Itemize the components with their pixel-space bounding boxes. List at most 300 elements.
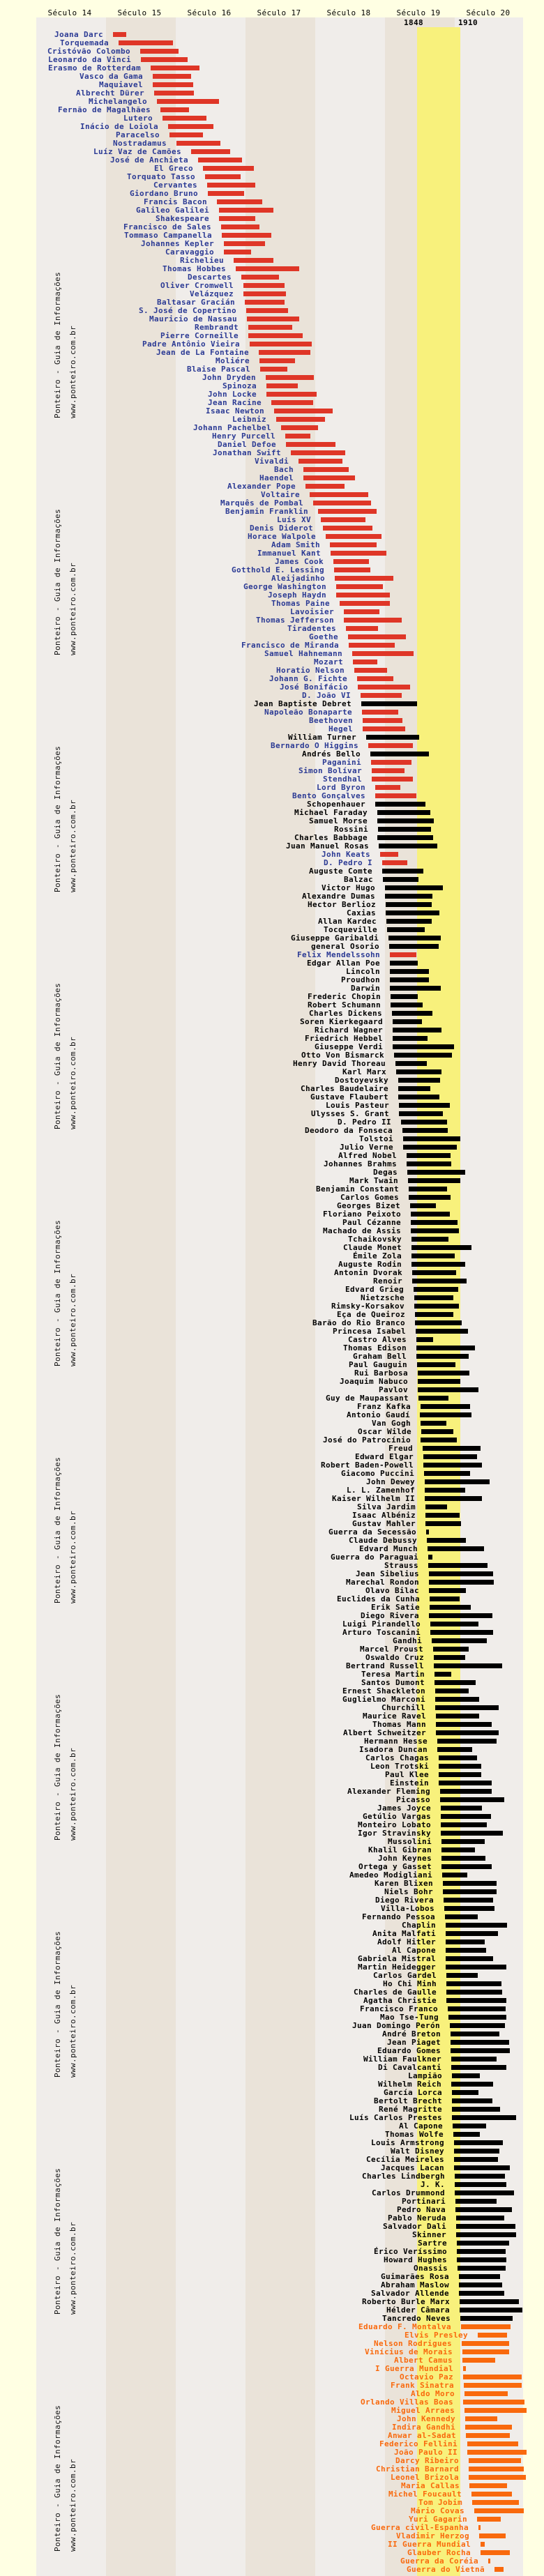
lifespan-bar	[455, 2174, 505, 2179]
lifespan-bar	[414, 1295, 453, 1300]
lifespan-bar	[385, 894, 432, 899]
lifespan-bar	[446, 1965, 506, 1969]
person-label: James Joyce	[377, 1804, 431, 1813]
lifespan-bar	[415, 1320, 462, 1325]
person-label: Simon Bolívar	[298, 766, 362, 775]
lifespan-bar	[203, 166, 254, 171]
person-label: Ortega y Gasset	[358, 1862, 432, 1871]
person-label: Vivaldi	[254, 457, 289, 466]
person-label: Picasso	[395, 1795, 430, 1804]
person-label: Johann G. Fichte	[269, 674, 347, 683]
lifespan-bar	[423, 1454, 477, 1459]
lifespan-bar	[321, 517, 365, 522]
person-label: Benjamin Franklin	[225, 507, 308, 516]
lifespan-bar	[388, 936, 441, 940]
lifespan-bar	[393, 1044, 454, 1049]
person-label: Barão do Rio Branco	[312, 1318, 405, 1327]
person-label: Onassis	[413, 2264, 448, 2273]
lifespan-bar	[266, 375, 314, 380]
lifespan-bar	[469, 2475, 526, 2480]
person-label: Elvis Presley	[404, 2331, 468, 2340]
lifespan-bar	[435, 1672, 451, 1677]
lifespan-bar	[436, 1722, 492, 1727]
lifespan-bar	[421, 1438, 457, 1442]
century-label: Século 14	[47, 8, 92, 17]
lifespan-bar	[393, 1036, 428, 1041]
person-label: general Osorio	[310, 942, 379, 951]
lifespan-bar	[363, 726, 405, 731]
lifespan-bar	[430, 1622, 478, 1626]
person-label: Churchill	[381, 1703, 425, 1712]
watermark-url-text: www.ponteiro.com.br	[68, 1510, 77, 1603]
person-label: Walt Disney	[390, 2147, 444, 2156]
person-label: Georges Bizet	[336, 1201, 400, 1210]
person-label: John Dryden	[202, 373, 256, 382]
person-label: Oswaldo Cruz	[365, 1653, 424, 1662]
lifespan-bar	[222, 233, 271, 238]
lifespan-bar	[412, 1270, 456, 1275]
person-label: Gustav Mahler	[352, 1519, 416, 1528]
lifespan-bar	[466, 2433, 510, 2438]
lifespan-bar	[453, 2132, 480, 2137]
lifespan-bar	[425, 1496, 482, 1501]
lifespan-bar	[455, 2207, 512, 2212]
lifespan-bar	[113, 32, 126, 37]
person-label: D. João VI	[301, 691, 351, 700]
person-label: Rossini	[333, 825, 368, 834]
lifespan-bar	[462, 2358, 495, 2363]
lifespan-bar	[411, 1228, 459, 1233]
person-label: Richelieu	[179, 256, 224, 265]
person-label: Niels Bohr	[384, 1887, 433, 1896]
person-label: Charles de Gaulle	[353, 1988, 437, 1997]
person-label: Darwin	[350, 984, 380, 993]
lifespan-bar	[361, 693, 402, 698]
person-label: Carlos Gomes	[340, 1193, 399, 1202]
lifespan-bar	[271, 400, 313, 405]
lifespan-bar	[391, 1003, 423, 1007]
person-label: Thomas Jefferson	[255, 616, 334, 625]
person-label: Henry David Thoreau	[292, 1059, 386, 1068]
person-label: Diego Rivera	[360, 1611, 419, 1620]
person-label: Bertolt Brecht	[373, 2096, 442, 2105]
lifespan-bar	[346, 626, 378, 631]
lifespan-bar	[423, 1463, 482, 1468]
lifespan-bar	[340, 601, 390, 606]
person-label: Salvador Allende	[370, 2289, 449, 2298]
lifespan-bar	[163, 116, 206, 121]
person-label: Henry Purcell	[211, 432, 275, 441]
person-label: Giacomo Puccini	[340, 1469, 414, 1478]
lifespan-bar	[461, 2324, 511, 2329]
lifespan-bar	[375, 793, 416, 798]
lifespan-bar	[153, 82, 193, 87]
lifespan-bar	[477, 2517, 501, 2522]
lifespan-bar	[208, 191, 244, 196]
person-label: Silva Jardim	[356, 1502, 416, 1511]
lifespan-bar	[441, 1806, 482, 1811]
person-label: Jacques Lacan	[380, 2163, 444, 2172]
lifespan-bar	[467, 2450, 527, 2455]
person-label: Guglielmo Marconi	[342, 1695, 425, 1704]
person-label: Rembrandt	[194, 323, 239, 332]
person-label: Castro Alves	[347, 1335, 407, 1344]
band-start-year-label: 1848	[403, 18, 423, 27]
person-label: Al Capone	[391, 1946, 436, 1955]
person-label: Albrecht Dürer	[75, 89, 144, 98]
lifespan-bar	[425, 1521, 461, 1526]
lifespan-bar	[399, 1103, 450, 1108]
lifespan-bar	[274, 409, 333, 413]
lifespan-bar	[460, 2316, 513, 2321]
lifespan-bar	[394, 1053, 452, 1058]
person-label: Maurice Ravel	[362, 1712, 426, 1721]
person-label: Torquemada	[59, 38, 109, 47]
watermark-url-text: www.ponteiro.com.br	[68, 325, 77, 418]
person-label: Tommaso Campanella	[123, 231, 212, 240]
lifespan-bar	[437, 1747, 472, 1752]
lifespan-bar	[363, 718, 402, 723]
person-label: Francis Bacon	[143, 197, 207, 206]
lifespan-bar	[385, 885, 443, 890]
person-label: Louis Armstrong	[370, 2138, 444, 2147]
lifespan-bar	[430, 1596, 460, 1601]
lifespan-bar	[191, 149, 230, 154]
watermark-ponteiro-text: Ponteiro - Guia de Informações	[53, 1693, 62, 1840]
lifespan-bar	[459, 2282, 502, 2287]
person-label: Claude Monet	[342, 1243, 402, 1252]
person-label: Oliver Cromwell	[160, 281, 234, 290]
lifespan-bar	[323, 526, 372, 531]
lifespan-bar	[425, 1479, 490, 1484]
person-label: Padre Antônio Vieira	[142, 340, 240, 349]
person-label: Maria Callas	[400, 2481, 460, 2490]
person-label: Sartre	[417, 2239, 447, 2248]
lifespan-bar	[409, 1187, 447, 1191]
lifespan-bar	[456, 2216, 504, 2220]
lifespan-bar	[411, 1262, 465, 1267]
lifespan-bar	[457, 2249, 506, 2254]
person-label: Julio Verne	[339, 1143, 393, 1152]
person-label: Stendhal	[322, 775, 362, 784]
person-label: J. K.	[420, 2180, 445, 2189]
person-label: Felix Mendelssohn	[296, 950, 380, 959]
lifespan-bar	[428, 1563, 488, 1568]
lifespan-bar	[446, 1998, 506, 2003]
lifespan-bar	[478, 2525, 481, 2530]
lifespan-bar	[462, 2349, 509, 2354]
lifespan-bar	[458, 2266, 506, 2271]
person-label: Luíz Vaz de Camões	[93, 147, 181, 156]
lifespan-bar	[434, 1655, 465, 1660]
person-label: Isaac Newton	[205, 406, 264, 416]
lifespan-bar	[259, 358, 295, 363]
person-label: Cervantes	[153, 181, 197, 190]
lifespan-bar	[401, 1120, 447, 1125]
person-label: Howard Hughes	[383, 2255, 447, 2264]
person-label: Robert Schumann	[307, 1000, 381, 1009]
lifespan-bar	[421, 1421, 446, 1426]
lifespan-bar	[410, 1203, 436, 1208]
person-label: Friedrich Hebbel	[304, 1034, 383, 1043]
watermark-ponteiro-text: Ponteiro - Guia de Informações	[53, 2404, 62, 2552]
person-label: Balzac	[343, 875, 373, 884]
lifespan-bar	[378, 827, 431, 832]
person-label: Fernando Pessoa	[361, 1912, 435, 1921]
lifespan-bar	[418, 1379, 460, 1384]
watermark-url-text: www.ponteiro.com.br	[68, 1747, 77, 1840]
lifespan-bar	[436, 1714, 479, 1718]
person-label: Cristóvão Colombo	[47, 47, 130, 56]
person-label: Claude Debussy	[348, 1536, 417, 1545]
person-label: Auguste Rodin	[338, 1260, 402, 1269]
person-label: Galileo Galilei	[135, 206, 209, 215]
lifespan-bar	[435, 1680, 476, 1685]
lifespan-bar	[362, 710, 398, 715]
person-label: Abraham Maslow	[380, 2280, 449, 2289]
lifespan-bar	[375, 785, 400, 790]
lifespan-bar	[435, 1705, 499, 1710]
person-label: Lord Byron	[316, 783, 365, 792]
lifespan-bar	[399, 1111, 443, 1116]
lifespan-bar	[398, 1078, 440, 1083]
person-label: Rui Barbosa	[354, 1369, 408, 1378]
person-label: Erasmo de Rotterdam	[47, 63, 141, 73]
lifespan-bar	[420, 1412, 471, 1417]
person-label: Caravaggio	[165, 247, 214, 257]
lifespan-bar	[140, 49, 179, 54]
person-label: George Washington	[243, 582, 326, 591]
person-label: Guy de Maupassant	[325, 1394, 409, 1403]
person-label: Alexander Fleming	[347, 1787, 430, 1796]
person-label: Immanuel Kant	[257, 549, 321, 558]
person-label: Robert Baden-Powell	[320, 1461, 414, 1470]
person-label: Pavlov	[378, 1385, 408, 1394]
lifespan-bar	[386, 919, 432, 924]
person-label: Thomas Edison	[342, 1343, 407, 1352]
person-label: Carlos Gardel	[372, 1971, 437, 1980]
person-label: Guimarães Rosa	[380, 2272, 449, 2281]
person-label: Frederic Chopin	[307, 992, 381, 1001]
person-label: Thomas Paine	[271, 599, 330, 608]
band-end-year-label: 1910	[458, 18, 478, 27]
watermark-ponteiro-text: Ponteiro - Guia de Informações	[53, 2167, 62, 2315]
lifespan-bar	[454, 2157, 498, 2162]
person-label: John Kennedy	[396, 2414, 455, 2423]
lifespan-bar	[390, 977, 429, 982]
lifespan-bar	[429, 1571, 493, 1576]
lifespan-bar	[464, 2383, 522, 2388]
person-label: Johannes Brahms	[323, 1159, 397, 1168]
lifespan-bar	[432, 1638, 487, 1643]
lifespan-bar	[411, 1220, 458, 1225]
person-label: Degas	[372, 1168, 398, 1177]
person-label: Baltasar Gracián	[156, 298, 235, 307]
person-label: L. L. Zamenhof	[346, 1486, 415, 1495]
lifespan-bar	[460, 2308, 522, 2312]
lifespan-bar	[459, 2291, 504, 2296]
lifespan-bar	[441, 1822, 487, 1827]
person-label: Thomas Mann	[372, 1720, 426, 1729]
person-label: Arturo Toscanini	[342, 1628, 421, 1637]
lifespan-bar	[450, 2023, 505, 2028]
person-label: Jean Baptiste Debret	[253, 699, 352, 708]
person-label: D. Pedro II	[337, 1118, 391, 1127]
lifespan-bar	[217, 199, 262, 204]
person-label: Proudhon	[340, 975, 380, 984]
lifespan-bar	[169, 132, 203, 137]
lifespan-bar	[455, 2190, 514, 2195]
lifespan-bar	[436, 1730, 499, 1735]
lifespan-bar	[441, 1856, 485, 1861]
lifespan-bar	[160, 107, 189, 112]
lifespan-bar	[331, 551, 386, 556]
person-label: John Keats	[321, 850, 370, 859]
person-label: Jean de La Fontaine	[156, 348, 249, 357]
person-label: Aldo Moro	[410, 2389, 455, 2398]
person-label: Hélder Câmara	[386, 2306, 450, 2315]
person-label: Charles Babbage	[294, 833, 368, 842]
lifespan-bar	[318, 509, 377, 514]
person-label: Michelangelo	[88, 97, 147, 106]
lifespan-bar	[389, 944, 439, 949]
lifespan-bar	[456, 2232, 516, 2237]
person-label: Giordano Bruno	[129, 189, 198, 198]
person-label: Guerra do Paraguai	[330, 1553, 418, 1562]
person-label: Pedro Nava	[396, 2205, 446, 2214]
person-label: Oscar Wilde	[357, 1427, 411, 1436]
person-label: Freud	[388, 1444, 413, 1453]
person-label: Paracelso	[115, 130, 160, 139]
person-label: Hector Berlioz	[307, 900, 376, 909]
person-label: Guerra civil-Espanha	[370, 2523, 469, 2532]
lifespan-bar	[310, 492, 368, 497]
lifespan-bar	[434, 1663, 502, 1668]
lifespan-bar	[390, 969, 429, 974]
person-label: Glauber Rocha	[407, 2548, 471, 2557]
person-label: Haendel	[259, 473, 294, 482]
person-label: Olavo Bilac	[365, 1586, 419, 1595]
person-label: Lincoln	[345, 967, 380, 976]
person-label: Johannes Kepler	[140, 239, 214, 248]
lifespan-bar	[451, 2082, 493, 2087]
lifespan-bar	[469, 2483, 507, 2488]
lifespan-bar	[416, 1354, 469, 1359]
lifespan-bar	[335, 576, 393, 581]
lifespan-bar	[387, 927, 425, 932]
lifespan-bar	[386, 902, 432, 907]
person-label: Voltaire	[260, 490, 300, 499]
lifespan-bar	[386, 910, 439, 915]
lifespan-bar	[411, 1245, 471, 1250]
lifespan-bar	[336, 593, 390, 597]
lifespan-bar	[260, 367, 287, 372]
person-label: Adolf Hitler	[377, 1937, 436, 1946]
lifespan-bar	[398, 1095, 439, 1099]
watermark-ponteiro-text: Ponteiro - Guia de Informações	[53, 271, 62, 418]
watermark-ponteiro-text: Ponteiro - Guia de Informações	[53, 982, 62, 1129]
lifespan-bar	[344, 618, 402, 623]
person-label: Alexander Pope	[227, 482, 296, 491]
person-label: John Keynes	[377, 1854, 432, 1863]
lifespan-bar	[372, 768, 405, 773]
lifespan-bar	[443, 1889, 497, 1894]
person-label: Paul Klee	[384, 1770, 429, 1779]
lifespan-bar	[472, 2500, 519, 2505]
lifespan-bar	[454, 2165, 510, 2170]
lifespan-bar	[234, 258, 273, 263]
watermark-url-text: www.ponteiro.com.br	[68, 2221, 77, 2315]
person-label: Alfred Nobel	[338, 1151, 397, 1160]
lifespan-bar	[334, 567, 370, 572]
watermark-url-text: www.ponteiro.com.br	[68, 562, 77, 655]
lifespan-bar	[478, 2333, 507, 2338]
person-label: André Breton	[381, 2029, 441, 2038]
person-label: Khalil Gibran	[368, 1845, 432, 1854]
lifespan-bar	[361, 701, 417, 706]
person-label: Johann Pachelbel	[192, 423, 271, 432]
person-label: Leon Trotski	[370, 1762, 429, 1771]
lifespan-bar	[463, 2366, 466, 2371]
person-label: Soren Kierkegaard	[299, 1017, 383, 1026]
person-label: Carlos Drummond	[371, 2188, 445, 2197]
person-label: Luís XV	[276, 515, 311, 524]
lifespan-bar	[417, 1362, 455, 1367]
lifespan-bar	[471, 2492, 512, 2497]
person-label: Leonardo da Vinci	[47, 55, 131, 64]
lifespan-bar	[349, 643, 395, 648]
person-label: Yuri Gagarin	[408, 2515, 467, 2524]
lifespan-bar	[469, 2467, 524, 2471]
person-label: El Greco	[153, 164, 193, 173]
lifespan-bar	[454, 2140, 503, 2145]
lifespan-bar	[391, 994, 418, 999]
person-label: Charles Lindbergh	[361, 2172, 445, 2181]
person-label: Indira Gandhi	[391, 2423, 455, 2432]
person-label: Louis Pasteur	[325, 1101, 389, 1110]
lifespan-bar	[429, 1588, 466, 1593]
lifespan-bar	[151, 66, 199, 70]
person-label: Wilhelm Reich	[377, 2080, 441, 2089]
person-label: Mussolini	[387, 1837, 432, 1846]
person-label: Maquiavel	[98, 80, 143, 89]
person-label: Eduardo F. Montalva	[358, 2322, 451, 2331]
century-label: Século 20	[466, 8, 511, 17]
lifespan-bar	[390, 952, 416, 957]
lifespan-bar	[353, 660, 377, 664]
lifespan-bar	[423, 1446, 481, 1451]
lifespan-bar	[352, 651, 414, 656]
person-label: Salvador Dali	[382, 2222, 446, 2231]
lifespan-bar	[221, 224, 259, 229]
person-label: Jean Racine	[207, 398, 262, 407]
lifespan-bar	[455, 2182, 506, 2187]
lifespan-bar	[390, 986, 441, 991]
lifespan-bar	[448, 2015, 506, 2020]
person-label: Eduardo Gomes	[377, 2046, 441, 2055]
person-label: Igor Stravinsky	[357, 1829, 431, 1838]
lifespan-bar	[441, 1831, 503, 1836]
person-label: Guerra do Vietnã	[406, 2565, 485, 2574]
lifespan-bar	[411, 1237, 448, 1242]
lifespan-bar	[377, 835, 433, 840]
person-label: Tchaikovsky	[347, 1235, 402, 1244]
lifespan-bar	[481, 2542, 485, 2547]
person-label: García Lorca	[383, 2088, 442, 2097]
lifespan-bar	[425, 1513, 460, 1518]
lifespan-bar	[463, 2400, 524, 2404]
person-label: Karl Marx	[342, 1067, 386, 1076]
